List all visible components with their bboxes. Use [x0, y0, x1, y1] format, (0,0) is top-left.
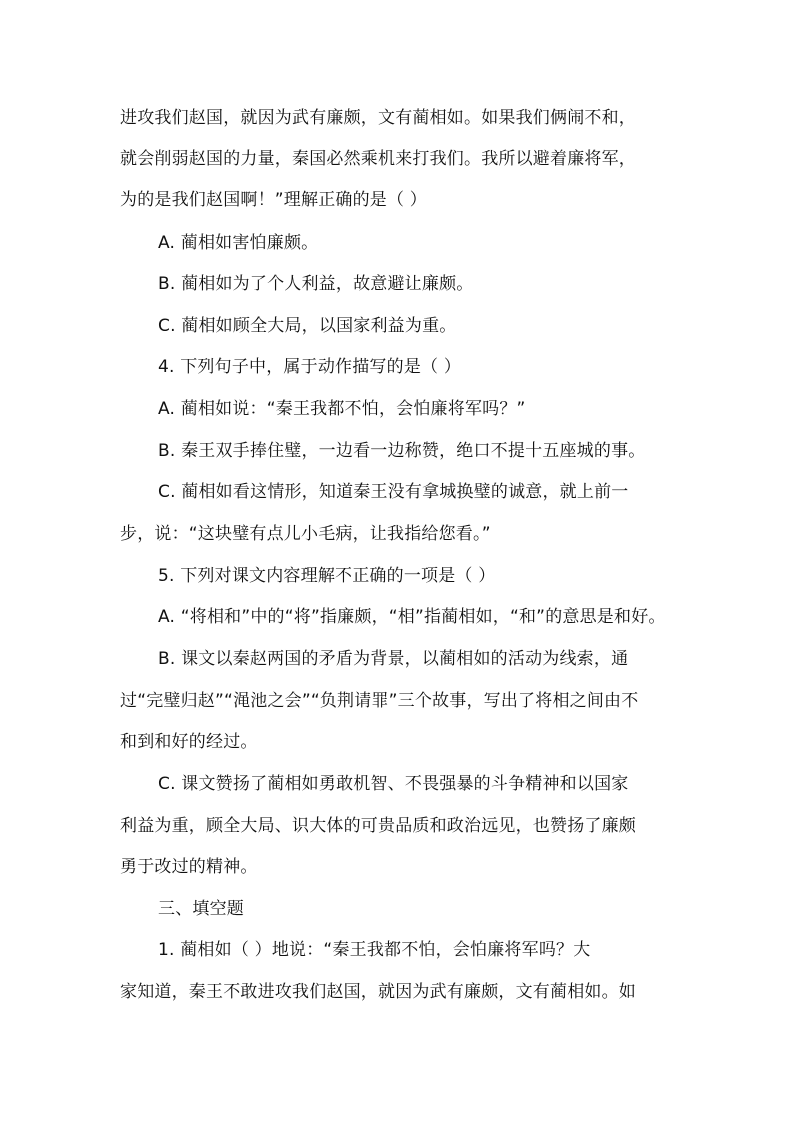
fill-in-question-1: 1. 蔺相如（ ）地说：“秦王我都不怕，会怕廉将军吗？大	[158, 940, 591, 960]
q4-option-c-continued: 步，说：“这块璧有点儿小毛病，让我指给您看。”	[120, 524, 491, 544]
passage-line-3: 为的是我们赵国啊！”理解正确的是（ ）	[120, 190, 428, 210]
passage-line-2: 就会削弱赵国的力量，秦国必然乘机来打我们。我所以避着廉将军，	[120, 149, 636, 169]
q4-option-c: C. 蔺相如看这情形，知道秦王没有拿城换璧的诚意，就上前一	[158, 482, 629, 502]
q4-option-b: B. 秦王双手捧住璧，一边看一边称赞，绝口不提十五座城的事。	[158, 441, 646, 461]
q4-option-a: A. 蔺相如说：“秦王我都不怕，会怕廉将军吗？”	[158, 399, 526, 419]
fill-in-question-1-continued: 家知道，秦王不敢进攻我们赵国，就因为武有廉颇，文有蔺相如。如	[120, 982, 636, 1002]
q5-option-b-continued-1: 过“完璧归赵”“渑池之会”“负荆请罪”三个故事，写出了将相之间由不	[120, 691, 639, 711]
q3-option-b: B. 蔺相如为了个人利益，故意避让廉颇。	[158, 274, 474, 294]
q5-option-a: A. “将相和”中的“将”指廉颇，“相”指蔺相如，“和”的意思是和好。	[158, 607, 666, 627]
section-heading-fill-in: 三、填空题	[158, 899, 244, 919]
q5-option-b-continued-2: 和到和好的经过。	[120, 732, 258, 752]
q3-option-c: C. 蔺相如顾全大局，以国家利益为重。	[158, 316, 457, 336]
question-4: 4. 下列句子中，属于动作描写的是（ ）	[158, 357, 462, 377]
q5-option-c: C. 课文赞扬了蔺相如勇敢机智、不畏强暴的斗争精神和以国家	[158, 774, 629, 794]
q5-option-c-continued-1: 利益为重，顾全大局、识大体的可贵品质和政治远见，也赞扬了廉颇	[120, 816, 636, 836]
passage-line-1: 进攻我们赵国，就因为武有廉颇，文有蔺相如。如果我们俩闹不和，	[120, 108, 636, 128]
q5-option-c-continued-2: 勇于改过的精神。	[120, 857, 258, 877]
q5-option-b: B. 课文以秦赵两国的矛盾为背景，以蔺相如的活动为线索，通	[158, 649, 629, 669]
question-5: 5. 下列对课文内容理解不正确的一项是（ ）	[158, 566, 496, 586]
q3-option-a: A. 蔺相如害怕廉颇。	[158, 233, 319, 253]
